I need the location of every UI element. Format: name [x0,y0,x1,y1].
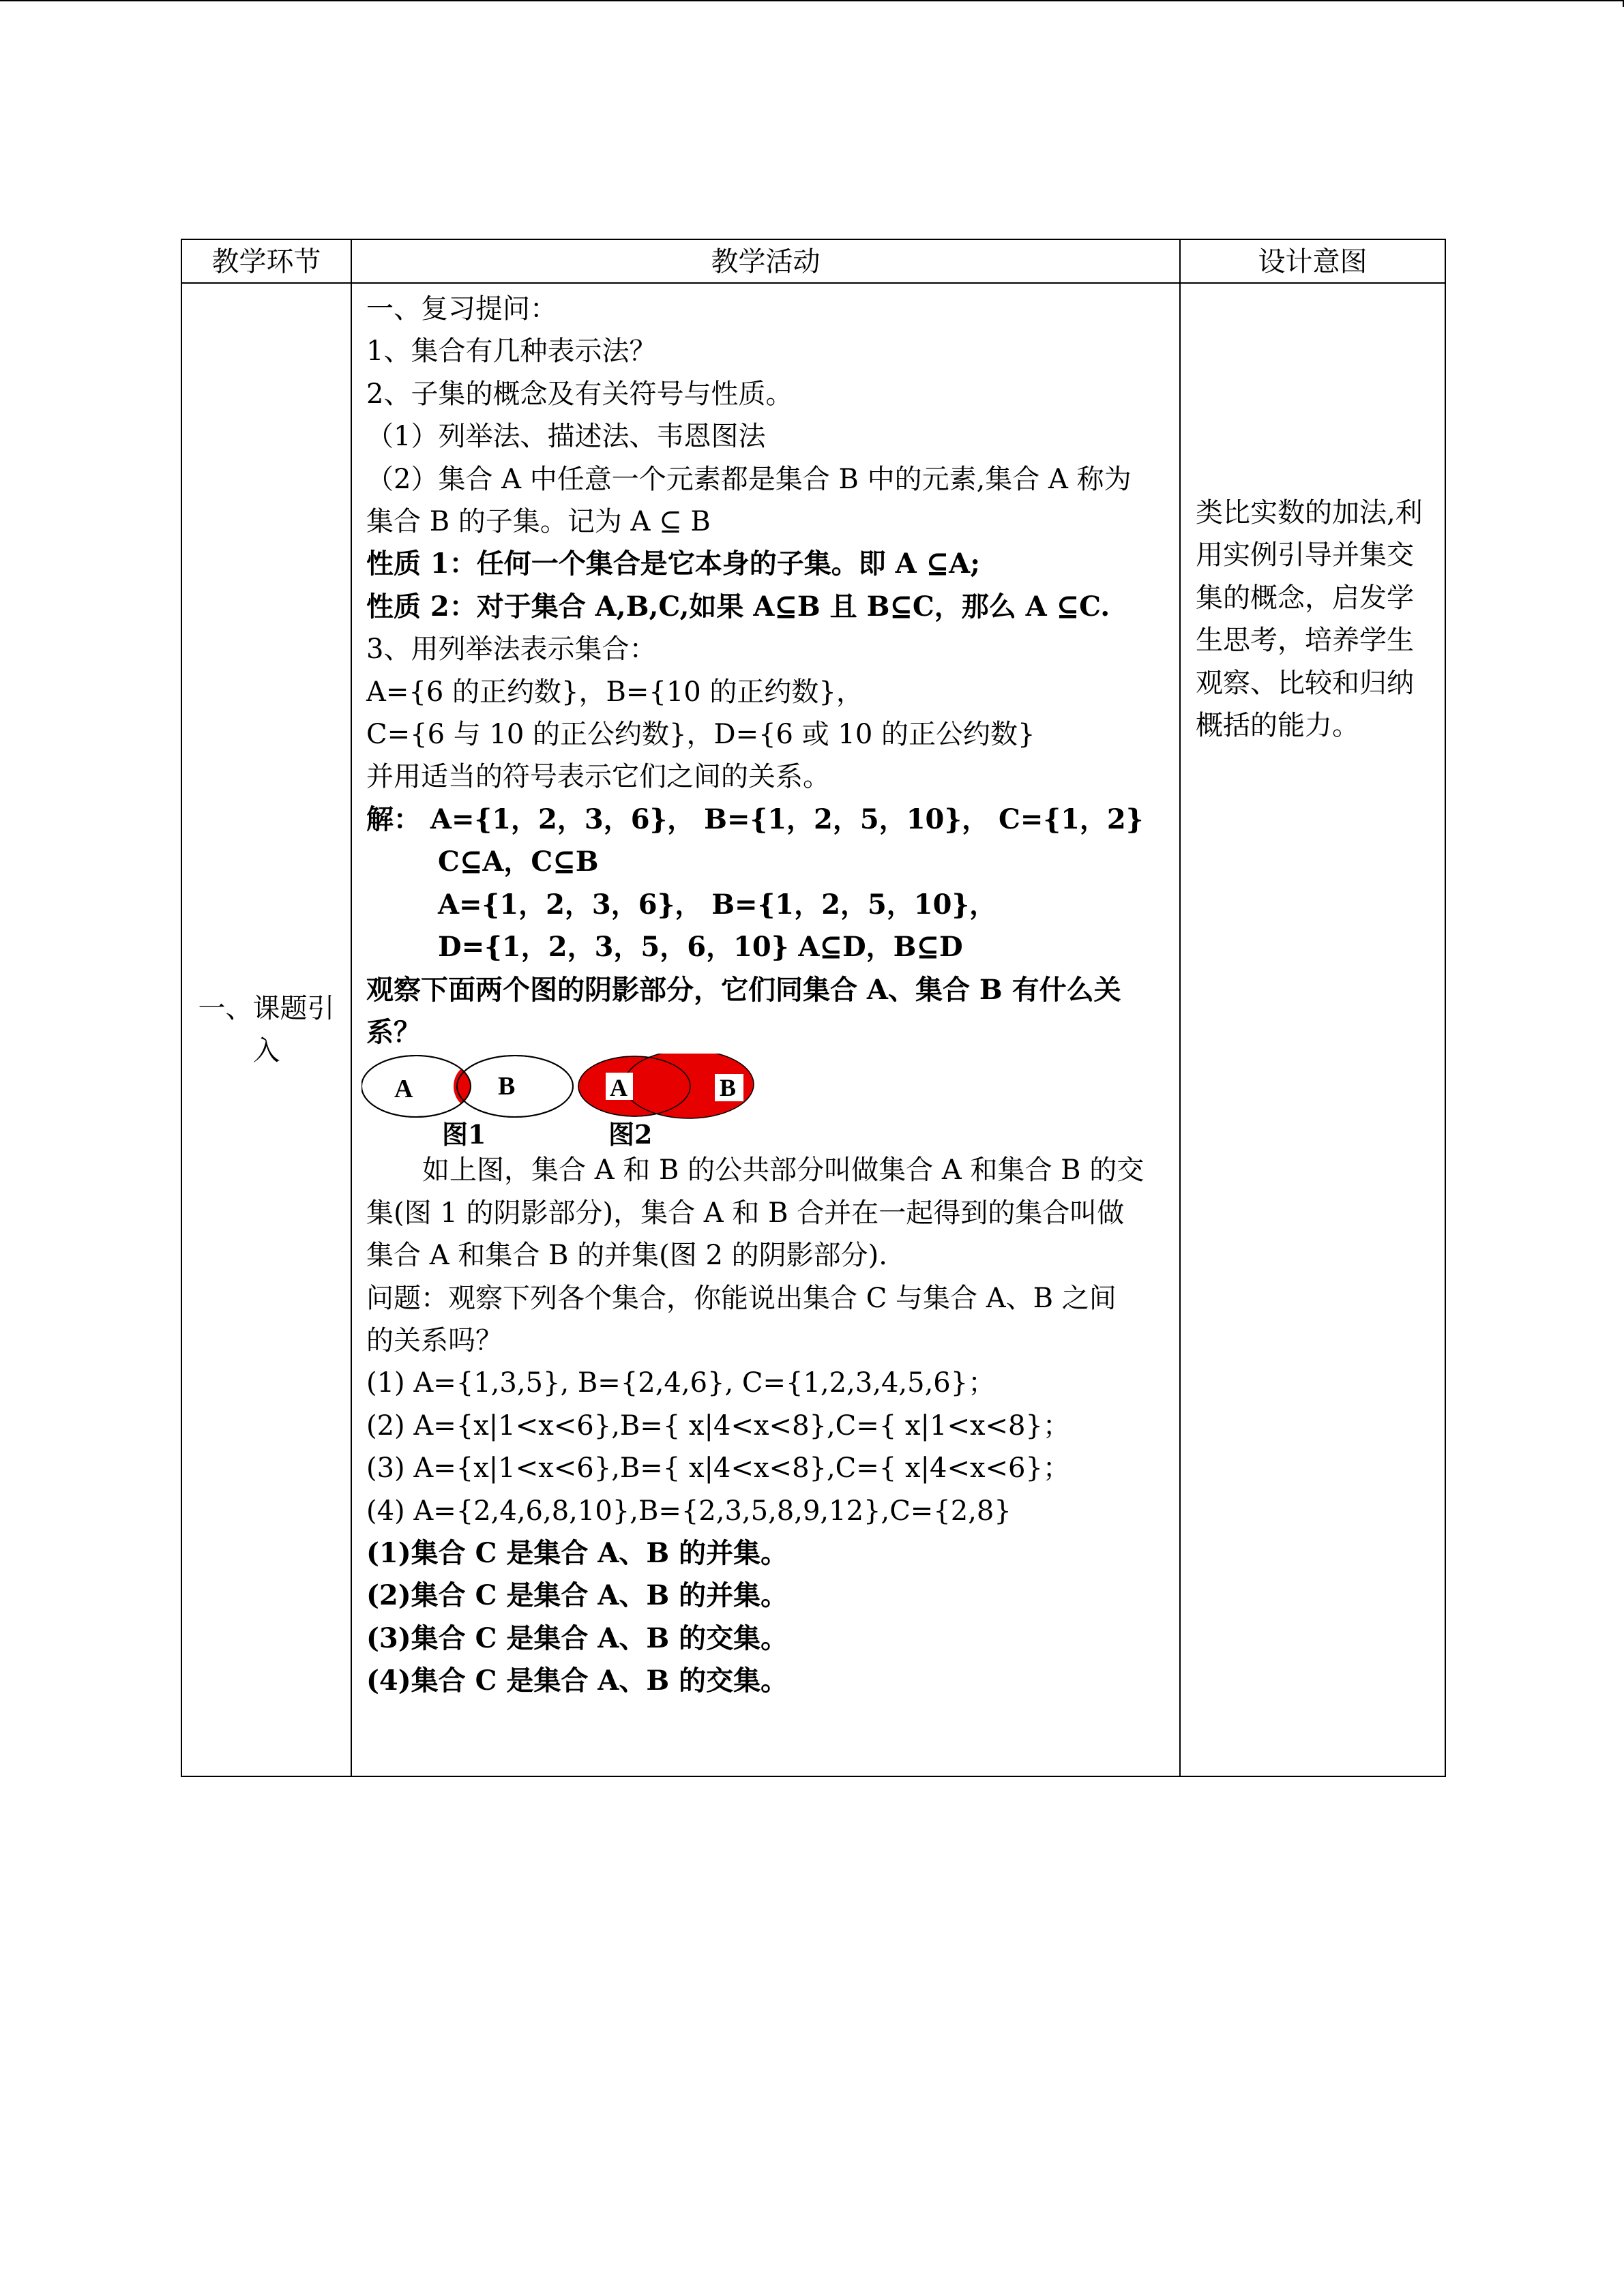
text-line: 性质 1：任何一个集合是它本身的子集。即 A ⊆A; [366,548,980,580]
venn-figures [361,1054,839,1149]
header-stage: 教学环节 [181,239,351,283]
header-intent: 设计意图 [1180,239,1445,283]
text-line: (1)集合 C 是集合 A、B 的并集。 [366,1536,788,1569]
text-line: 问题：观察下列各个集合，你能说出集合 C 与集合 A、B 之间 [366,1282,1117,1314]
text-line: 观察下面两个图的阴影部分，它们同集合 A、集合 B 有什么关 [366,973,1121,1006]
activity-cell [351,283,1180,1776]
text-line: 集(图 1 的阴影部分)，集合 A 和 B 合并在一起得到的集合叫做 [366,1197,1125,1229]
text-line: A={6 的正约数}，B={10 的正约数}， [366,676,863,708]
table-row [181,283,1445,1776]
text-line: D={1，2，3，5，6，10} A⊆D，B⊆D [438,931,963,964]
text-line: 1、集合有几种表示法？ [366,336,657,368]
text-line: A={1，2，3，6}， B={1，2，5，10}， [438,888,997,921]
page-top-border [0,0,1624,1]
text-line: 性质 2：对于集合 A,B,C,如果 A⊆B 且 B⊆C，那么 A ⊆C. [366,590,1110,623]
text-line: 的关系吗？ [366,1324,503,1356]
text-line: 2、子集的概念及有关符号与性质。 [366,378,793,410]
header-activity: 教学活动 [351,239,1180,283]
table-header-row [181,239,1445,283]
text-line: C={6 与 10 的正公约数}，D={6 或 10 的正公约数} [366,719,1035,751]
text-line: (3) A={x|1<x<6},B={ x|4<x<8},C={ x|4<x<6}； [366,1452,1070,1485]
fig1-label-a: A [394,1075,413,1104]
text-line: （1）列举法、描述法、韦恩图法 [366,421,766,453]
text-line: 系？ [366,1015,421,1048]
fig2-caption: 图2 [608,1119,653,1150]
text-line: 集合 B 的子集。记为 A ⊆ B [366,506,711,538]
lesson-plan-table [181,239,1446,1777]
activity-lines [352,284,1179,1054]
fig1-caption: 图1 [442,1119,486,1150]
intent-cell [1180,283,1445,1776]
text-line: C⊆A，C⊆B [438,846,599,878]
activity-lines-2 [352,1149,1179,1702]
text-line: 解： A={1，2，3，6}， B={1，2，5，10}， C={1，2} [366,803,1144,835]
text-line: 并用适当的符号表示它们之间的关系。 [366,761,830,793]
design-intent-text: 类比实数的加法,利用实例引导并集交集的概念，启发学生思考，培养学生观察、比较和归纳概括的能力。 [1196,497,1423,742]
text-line: 3、用列举法表示集合： [366,633,657,666]
fig1-label-b: B [498,1072,516,1101]
fig2-label-a: A [610,1074,628,1102]
text-line: (2) A={x|1<x<6},B={ x|4<x<8},C={ x|1<x<8}； [366,1410,1070,1442]
text-line: (2)集合 C 是集合 A、B 的并集。 [366,1579,788,1612]
stage-cell [181,283,351,1776]
text-line: （2）集合 A 中任意一个元素都是集合 B 中的元素,集合 A 称为 [366,463,1132,495]
fig2-label-b: B [720,1074,737,1102]
text-line: (1) A={1,3,5}, B={2,4,6}, C={1,2,3,4,5,6}； [366,1367,996,1399]
text-line: 如上图，集合 A 和 B 的公共部分叫做集合 A 和集合 B 的交 [422,1154,1145,1187]
text-line: (4) A={2,4,6,8,10},B={2,3,5,8,9,12},C={2,8} [366,1495,1012,1527]
text-line: 集合 A 和集合 B 的并集(图 2 的阴影部分). [366,1240,887,1272]
stage-label: 一、课题引入 [198,993,335,1067]
venn-diagram-svg [361,1054,839,1149]
text-line: 一、复习提问： [366,293,557,325]
text-line: (3)集合 C 是集合 A、B 的交集。 [366,1622,788,1654]
text-line: (4)集合 C 是集合 A、B 的交集。 [366,1665,788,1697]
